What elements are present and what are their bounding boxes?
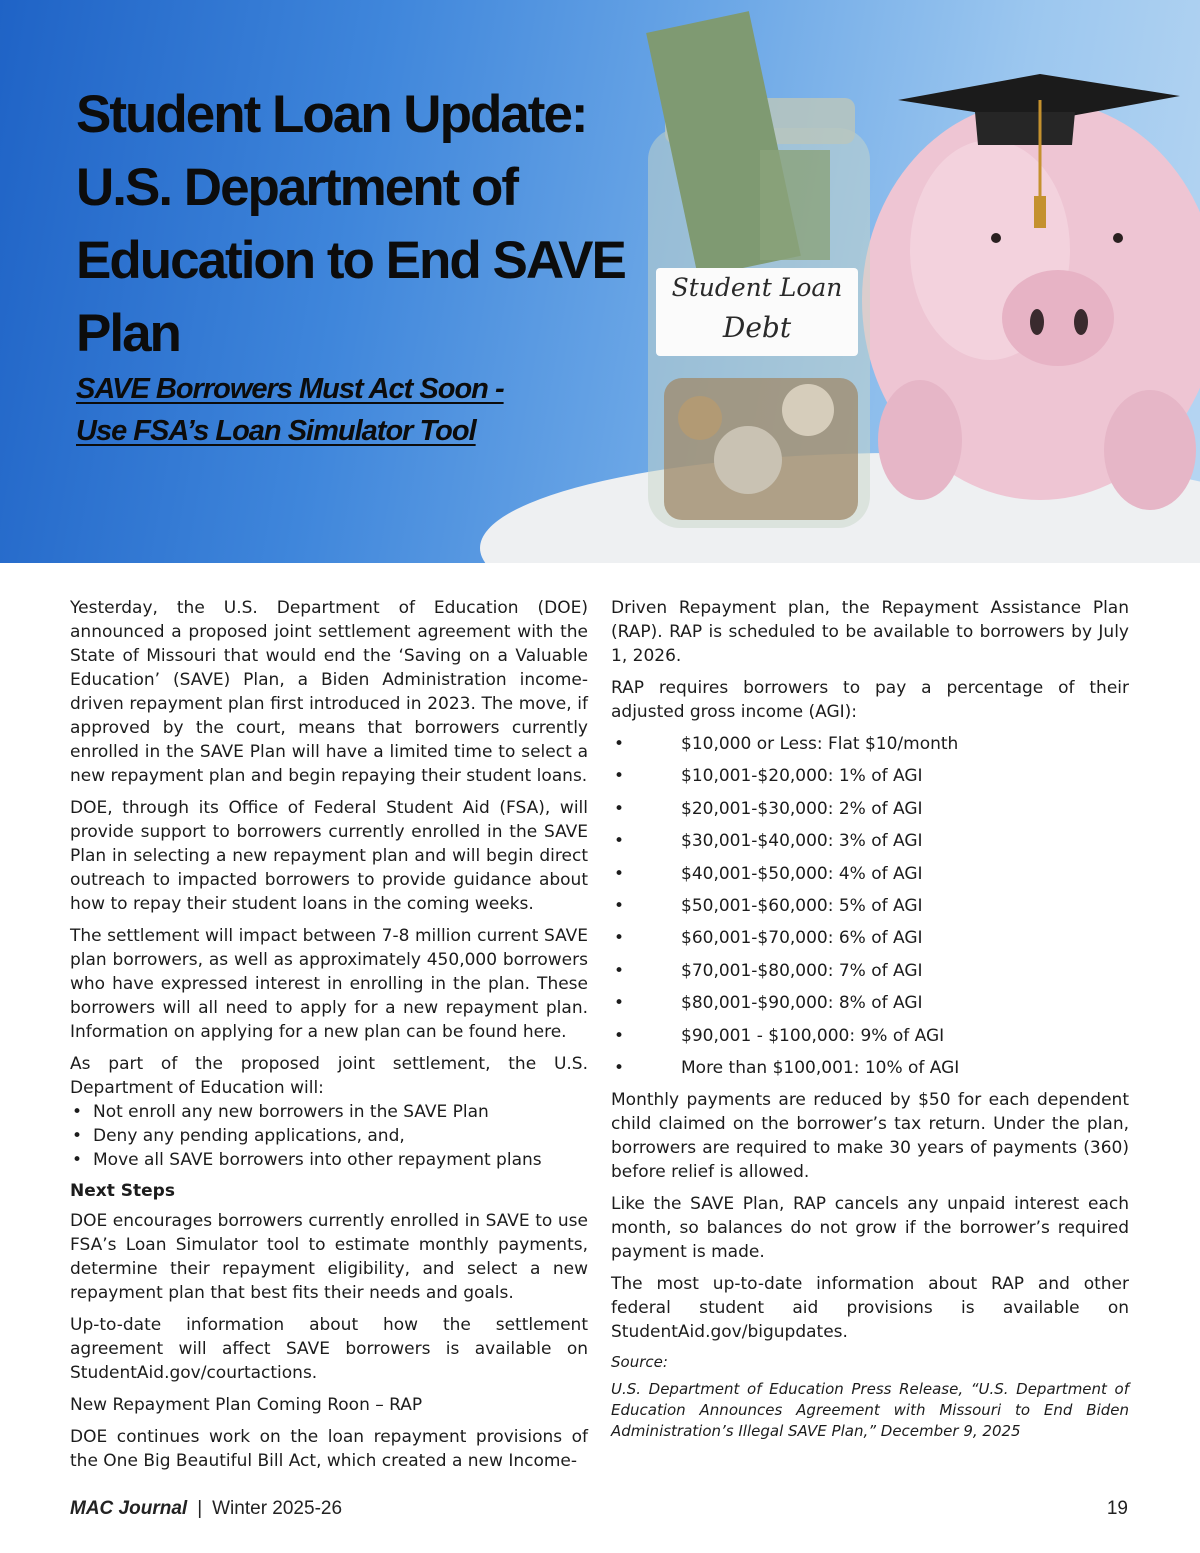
paragraph: RAP requires borrowers to pay a percentage of their adjusted gross income (AGI): [611, 678, 1129, 722]
piggy-bank-icon [862, 100, 1200, 510]
footer-separator: | [197, 1498, 203, 1519]
paragraph: Monthly payments are reduced by $50 for each dependent child claimed on the borrower’s tax return. Under the plan, borrowers are required to make 30 years of payments (360) before relief is allowed. [611, 1090, 1129, 1183]
source-heading: Source: [611, 1353, 668, 1372]
list-item: • Deny any pending applications, and, [70, 1124, 588, 1148]
paragraph: Driven Repayment plan, the Repayment Assistance Plan (RAP). RAP is scheduled to be available to borrowers by July 1, 2026. [611, 598, 1129, 666]
section-heading: Next Steps [70, 1181, 175, 1201]
settlement-list [70, 1100, 588, 1172]
list-item: • Not enroll any new borrowers in the SAVE Plan [70, 1100, 588, 1124]
hero-banner [0, 0, 1200, 563]
article-left-column [70, 596, 588, 1481]
list-item: • $50,001-$60,000: 5% of AGI [611, 894, 1129, 918]
page-number: 19 [1106, 1498, 1128, 1519]
paragraph: The most up-to-date information about RAP and other federal student aid provisions is available on StudentAid.gov/bigupdates. [611, 1274, 1129, 1343]
agi-tier-list [611, 732, 1129, 1080]
paragraph: New Repayment Plan Coming Roon – RAP [70, 1395, 423, 1415]
title-line: U.S. Department of [76, 158, 518, 217]
list-item: • $20,001-$30,000: 2% of AGI [611, 797, 1129, 821]
list-item: • $70,001-$80,000: 7% of AGI [611, 959, 1129, 983]
title-line: Plan [76, 304, 180, 363]
subtitle-link[interactable] [76, 368, 556, 452]
list-item: • $10,000 or Less: Flat $10/month [611, 732, 1129, 756]
page-footer [70, 1497, 1128, 1521]
list-item: • Move all SAVE borrowers into other repayment plans [70, 1148, 588, 1172]
list-item: • $40,001-$50,000: 4% of AGI [611, 862, 1129, 886]
page-title [76, 78, 636, 370]
subtitle-line[interactable]: Use FSA’s Loan Simulator Tool [76, 415, 476, 447]
paragraph: DOE encourages borrowers currently enrolled in SAVE to use FSA’s Loan Simulator tool to estimate monthly payments, determine their repayment eligibility, and select a new repayment plan that best fits their needs and goals. [70, 1211, 588, 1303]
paragraph: Yesterday, the U.S. Department of Education (DOE) announced a proposed joint settlement agreement with the State of Missouri that would end the ‘Saving on a Valuable Education’ (SAVE) Plan, a Biden Administration income-driven repayment plan first introduced in 2023. The move, if approved by the court, means that borrowers currently enrolled in the SAVE Plan will have a limited time to select a new repayment plan and begin repaying their student loans. [70, 598, 588, 786]
title-line: Student Loan Update: [76, 85, 587, 144]
title-line: Education to End SAVE [76, 231, 625, 290]
subtitle-line[interactable]: SAVE Borrowers Must Act Soon - [76, 373, 504, 405]
paragraph: DOE continues work on the loan repayment provisions of the One Big Beautiful Bill Act, which created a new Income- [70, 1427, 588, 1471]
list-item: • $60,001-$70,000: 6% of AGI [611, 926, 1129, 950]
paragraph: Up-to-date information about how the settlement agreement will affect SAVE borrowers is available on StudentAid.gov/courtactions. [70, 1315, 588, 1383]
source-citation: U.S. Department of Education Press Release, “U.S. Department of Education Announces Agreement with Missouri to End Biden Administration’s Illegal SAVE Plan,” December 9, 2025 [611, 1380, 1129, 1441]
paragraph: As part of the proposed joint settlement, the U.S. Department of Education will: [70, 1054, 588, 1098]
issue-label: Winter 2025-26 [212, 1498, 343, 1519]
paragraph: Like the SAVE Plan, RAP cancels any unpaid interest each month, so balances do not grow if the borrower’s required payment is made. [611, 1194, 1129, 1263]
list-item: • $90,001 - $100,000: 9% of AGI [611, 1024, 1129, 1048]
list-item: • $10,001-$20,000: 1% of AGI [611, 764, 1129, 788]
jar-label [656, 268, 858, 356]
list-item: • $30,001-$40,000: 3% of AGI [611, 829, 1129, 853]
article-right-column [611, 596, 1129, 1450]
list-item: • $80,001-$90,000: 8% of AGI [611, 991, 1129, 1015]
paragraph: DOE, through its Office of Federal Student Aid (FSA), will provide support to borrowers currently enrolled in the SAVE Plan in selecting a new repayment plan and will begin direct outreach to impacted borrowers to provide guidance about how to repay their student loans in the coming weeks. [70, 798, 588, 914]
paragraph: The settlement will impact between 7-8 million current SAVE plan borrowers, as well as approximately 450,000 borrowers who have expressed interest in enrolling in the plan. These borrowers will all need to apply for a new repayment plan. Information on applying for a new plan can be found here. [70, 926, 588, 1042]
list-item: • More than $100,001: 10% of AGI [611, 1056, 1129, 1080]
jar-label-line: Student Loan [671, 273, 843, 302]
jar-label-line: Debt [722, 311, 792, 344]
publication-name: MAC Journal [70, 1498, 188, 1519]
